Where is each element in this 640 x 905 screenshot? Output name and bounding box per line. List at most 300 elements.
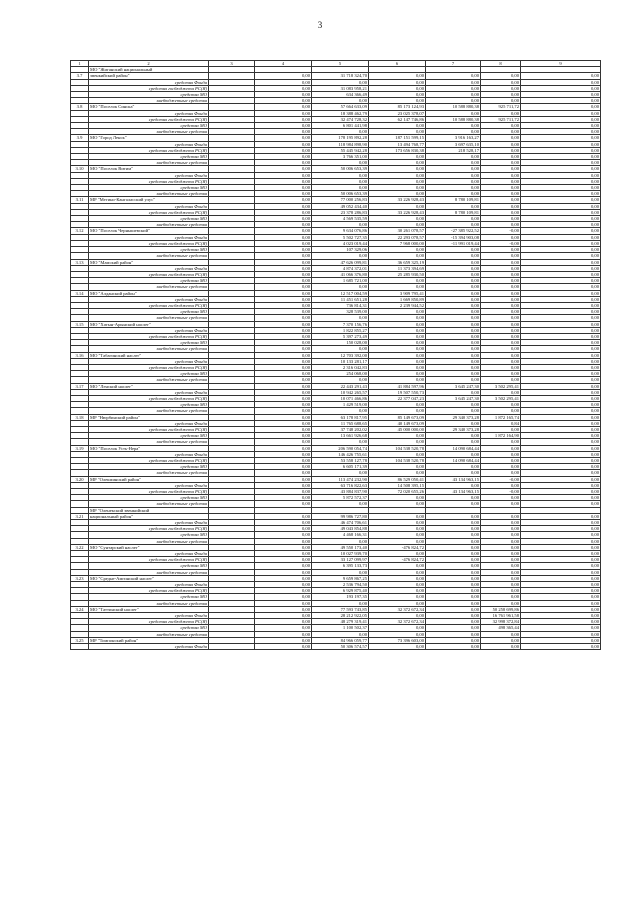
value-cell: 0,00 (426, 582, 481, 588)
value-cell: 36 659 325,19 (369, 259, 426, 265)
value-cell: 8 780 109,81 (426, 209, 481, 215)
value-cell: -0,00 (481, 240, 521, 246)
value-cell: 49 043 854,88 (312, 526, 369, 532)
value-cell: 0,00 (521, 85, 601, 91)
value-cell: 328 539,00 (312, 309, 369, 315)
value-cell: 0,00 (521, 92, 601, 98)
source-label: средства госбюджета РС(Я) (89, 458, 209, 464)
value-cell: 0,00 (521, 253, 601, 259)
source-label: внебюджетные средства (89, 315, 209, 321)
value-cell: 0,00 (426, 408, 481, 414)
value-cell: 0,00 (521, 482, 601, 488)
value-cell: 498 365,44 (481, 625, 521, 631)
value-cell: 0,00 (369, 464, 426, 470)
value-cell: 0,00 (255, 644, 312, 650)
value-cell: 0,00 (481, 352, 521, 358)
value-cell: 0,00 (255, 290, 312, 296)
source-label: внебюджетные средства (89, 284, 209, 290)
value-cell: 0,00 (312, 284, 369, 290)
source-label: средства госбюджета РС(Я) (89, 526, 209, 532)
value-cell: 0,00 (369, 346, 426, 352)
value-cell: 0,00 (369, 358, 426, 364)
value-cell: 0,00 (481, 526, 521, 532)
value-cell: 31 083 958,21 (312, 85, 369, 91)
value-cell: 0,00 (426, 178, 481, 184)
value-cell: 0,00 (521, 402, 601, 408)
value-cell: 0,00 (255, 234, 312, 240)
value-cell: 0,00 (481, 544, 521, 550)
item-number: 3.10 (71, 166, 89, 172)
value-cell: 10 071 466,86 (312, 395, 369, 401)
value-cell: 0,00 (255, 389, 312, 395)
item-number: 3.12 (71, 228, 89, 234)
value-cell: 32 998 372,84 (481, 619, 521, 625)
value-cell: 0,00 (312, 178, 369, 184)
value-cell: 0,00 (521, 389, 601, 395)
value-cell: 85 149 673,09 (369, 414, 426, 420)
value-cell: 0,00 (426, 98, 481, 104)
value-cell: 5 502 727,35 (312, 234, 369, 240)
value-cell: 49 550 173,40 (312, 544, 369, 550)
value-cell: 0,00 (426, 129, 481, 135)
value-cell: 1 685 721,00 (312, 278, 369, 284)
value-cell: 173 656 830,38 (369, 147, 426, 153)
municipality-name: МО "Поселок Витим" (89, 166, 209, 172)
value-cell: 206 590 054,74 (312, 445, 369, 451)
value-cell: 6 801 441,98 (312, 123, 369, 129)
municipality-name: МР "Нюрбинский район" (89, 414, 209, 420)
value-cell: 0,00 (369, 253, 426, 259)
item-number: 3.19 (71, 445, 89, 451)
value-cell: 0,00 (521, 445, 601, 451)
value-cell: 0,00 (426, 166, 481, 172)
value-cell: 218 528,17 (426, 147, 481, 153)
value-cell: 0,00 (521, 222, 601, 228)
source-label: внебюджетные средства (89, 191, 209, 197)
value-cell: 0,00 (369, 247, 426, 253)
value-cell: 0,00 (255, 557, 312, 563)
value-cell: 0,00 (312, 172, 369, 178)
value-cell: 0,00 (521, 259, 601, 265)
value-cell: 10 588 880,38 (426, 104, 481, 110)
value-cell: 14 508 395,15 (369, 482, 426, 488)
value-cell: 0,00 (426, 377, 481, 383)
source-label: средства госбюджета РС(Я) (89, 240, 209, 246)
value-cell: 0,00 (255, 278, 312, 284)
value-cell: 41 066 376,80 (312, 271, 369, 277)
value-cell: 0,00 (521, 302, 601, 308)
value-cell: 57 664 633,09 (312, 104, 369, 110)
value-cell: 0,00 (481, 73, 521, 79)
value-cell: -476 824,72 (369, 557, 426, 563)
value-cell: 41 884 597,96 (369, 383, 426, 389)
value-cell: 0,00 (255, 216, 312, 222)
value-cell: 0,00 (481, 290, 521, 296)
value-cell: 0,00 (426, 544, 481, 550)
value-cell: 5 397 273,49 (312, 333, 369, 339)
value-cell: 925 711,72 (481, 116, 521, 122)
value-cell: 0,00 (521, 135, 601, 141)
value-cell: 0,00 (255, 160, 312, 166)
value-cell: 0,00 (481, 172, 521, 178)
value-cell: 0,00 (521, 383, 601, 389)
value-cell: 0,00 (481, 538, 521, 544)
value-cell: 0,00 (521, 470, 601, 476)
municipality-name: МР "Оленекский эвенкийский (89, 507, 209, 513)
value-cell: 0,00 (521, 495, 601, 501)
source-label: внебюджетные средства (89, 377, 209, 383)
value-cell: 0,00 (481, 110, 521, 116)
value-cell: 0,00 (426, 569, 481, 575)
value-cell: 1 822 855,27 (312, 327, 369, 333)
page-number: 3 (317, 20, 323, 30)
value-cell: 0,00 (369, 123, 426, 129)
value-cell: 0,00 (481, 377, 521, 383)
municipality-name: МО "Поселок Усть-Нера" (89, 445, 209, 451)
value-cell: 40 149 673,09 (369, 420, 426, 426)
source-label: средства госбюджета РС(Я) (89, 395, 209, 401)
value-cell: 0,00 (255, 594, 312, 600)
value-cell: 0,00 (481, 147, 521, 153)
value-cell: 0,00 (521, 160, 601, 166)
value-cell: 0,00 (481, 271, 521, 277)
value-cell: 0,00 (481, 582, 521, 588)
value-cell: 0,00 (481, 253, 521, 259)
value-cell: 0,00 (255, 414, 312, 420)
value-cell: -476 824,72 (369, 544, 426, 550)
value-cell: 47 626 099,81 (312, 259, 369, 265)
value-cell: 1 872 165,74 (481, 414, 521, 420)
source-label: внебюджетные средства (89, 98, 209, 104)
value-cell: 0,00 (521, 209, 601, 215)
value-cell: 0,00 (369, 569, 426, 575)
value-cell: 3 909 795,41 (369, 290, 426, 296)
value-cell: 0,00 (481, 85, 521, 91)
value-cell: 0,00 (369, 513, 426, 519)
value-cell: 0,00 (255, 284, 312, 290)
value-cell: 146 426 755,61 (312, 451, 369, 457)
value-cell: 0,00 (255, 364, 312, 370)
value-cell: 0,00 (255, 110, 312, 116)
source-label: средства госбюджета РС(Я) (89, 588, 209, 594)
value-cell: 0,00 (521, 395, 601, 401)
municipality-name: МО "Город Ленск" (89, 135, 209, 141)
value-cell: 33 226 928,43 (369, 197, 426, 203)
value-cell: 0,00 (426, 594, 481, 600)
value-cell: 22 443 291,43 (312, 383, 369, 389)
value-cell: 25 285 930,50 (369, 271, 426, 277)
value-cell: 0,00 (369, 625, 426, 631)
value-cell: 12 517 004,59 (312, 290, 369, 296)
municipality-name: МО "Поселок Синска" (89, 104, 209, 110)
value-cell: 0,00 (255, 197, 312, 203)
value-cell: 0,00 (312, 538, 369, 544)
value-cell: 0,00 (521, 414, 601, 420)
value-cell: 0,00 (312, 346, 369, 352)
value-cell: 0,00 (255, 302, 312, 308)
value-cell: 0,84 (481, 420, 521, 426)
value-cell: 0,00 (481, 222, 521, 228)
value-cell: 0,00 (369, 203, 426, 209)
value-cell: 0,00 (369, 340, 426, 346)
value-cell: 0,00 (255, 116, 312, 122)
source-label: средства МО (89, 563, 209, 569)
value-cell: 11 765 688,65 (312, 420, 369, 426)
source-label: средства МО (89, 216, 209, 222)
source-label: средства госбюджета РС(Я) (89, 557, 209, 563)
value-cell: 0,00 (426, 253, 481, 259)
value-cell: 0,00 (369, 166, 426, 172)
value-cell: 3 766 351,00 (312, 154, 369, 160)
value-cell: 0,00 (521, 290, 601, 296)
value-cell: 0,00 (369, 402, 426, 408)
value-cell: 0,00 (521, 538, 601, 544)
source-label: средства госбюджета РС(Я) (89, 116, 209, 122)
value-cell: 0,00 (426, 619, 481, 625)
municipality-name: МО "Алданский район" (89, 290, 209, 296)
value-cell: 0,00 (369, 85, 426, 91)
value-cell: 0,00 (521, 247, 601, 253)
value-cell: 29 340 373,28 (426, 426, 481, 432)
value-cell: 0,00 (426, 259, 481, 265)
source-label: средства МО (89, 402, 209, 408)
municipality-name: национальный район" (89, 513, 209, 519)
source-label: средства госбюджета РС(Я) (89, 489, 209, 495)
value-cell: 0,00 (481, 135, 521, 141)
value-cell: 0,00 (255, 600, 312, 606)
value-cell: 19 507 550,73 (369, 389, 426, 395)
value-cell: 0,00 (481, 185, 521, 191)
value-cell: 0,00 (481, 588, 521, 594)
value-cell: 0,00 (312, 501, 369, 507)
value-cell: 31 718 324,70 (312, 73, 369, 79)
municipality-name: МО "Табагинский наслег" (89, 352, 209, 358)
source-label: внебюджетные средства (89, 253, 209, 259)
value-cell: 2 316 042,83 (312, 364, 369, 370)
source-label: средства Фонда (89, 172, 209, 178)
value-cell: 0,00 (255, 513, 312, 519)
source-label: внебюджетные средства (89, 408, 209, 414)
value-cell: 0,00 (521, 613, 601, 619)
value-cell: 46 474 706,61 (312, 520, 369, 526)
value-cell: 0,00 (521, 408, 601, 414)
value-cell: 0,00 (255, 333, 312, 339)
value-cell: 0,00 (312, 439, 369, 445)
value-cell: 1 429 519,00 (312, 402, 369, 408)
municipality-name: эвенкийский район" (89, 73, 209, 79)
value-cell: 0,00 (255, 489, 312, 495)
value-cell: 0,00 (369, 551, 426, 557)
source-label: внебюджетные средства (89, 222, 209, 228)
value-cell: 0,00 (255, 178, 312, 184)
header-cell: 2 (89, 61, 209, 67)
value-cell: 0,00 (481, 557, 521, 563)
value-cell: 0,00 (369, 160, 426, 166)
value-cell: 0,00 (255, 104, 312, 110)
value-cell: 0,00 (255, 141, 312, 147)
value-cell: 0,00 (369, 433, 426, 439)
value-cell: 0,00 (255, 538, 312, 544)
value-cell: 0,00 (369, 172, 426, 178)
value-cell: 0,00 (369, 79, 426, 85)
value-cell: 0,00 (521, 284, 601, 290)
value-cell: 0,00 (255, 482, 312, 488)
source-label: средства МО (89, 154, 209, 160)
value-cell: 99 986 727,80 (312, 513, 369, 519)
value-cell: 0,00 (255, 439, 312, 445)
value-cell: 0,00 (481, 191, 521, 197)
value-cell: 0,00 (426, 613, 481, 619)
value-cell: 0,00 (255, 147, 312, 153)
value-cell: 43 884 837,90 (312, 489, 369, 495)
value-cell: 0,00 (369, 352, 426, 358)
value-cell: 0,00 (255, 203, 312, 209)
value-cell: 0,00 (255, 358, 312, 364)
value-cell: 0,00 (255, 135, 312, 141)
value-cell: 0,00 (369, 631, 426, 637)
value-cell: 0,00 (369, 451, 426, 457)
value-cell: 22 293 078,57 (369, 234, 426, 240)
value-cell: 0,00 (255, 470, 312, 476)
value-cell: 0,00 (255, 123, 312, 129)
value-cell: 0,00 (481, 445, 521, 451)
value-cell: 86 529 050,41 (369, 476, 426, 482)
value-cell: 0,00 (481, 259, 521, 265)
value-cell: 0,00 (521, 216, 601, 222)
value-cell: 104 538 520,78 (369, 445, 426, 451)
value-cell: 0,00 (369, 222, 426, 228)
value-cell: 32 372 672,34 (369, 606, 426, 612)
value-cell: 0,00 (426, 563, 481, 569)
municipality-name: МО "Ленский наслег" (89, 383, 209, 389)
value-cell: 0,00 (255, 79, 312, 85)
value-cell: 0,00 (255, 526, 312, 532)
source-label: средства МО (89, 495, 209, 501)
value-cell: 84 966 059,77 (312, 637, 369, 643)
value-cell: 0,00 (521, 526, 601, 532)
value-cell: 0,00 (255, 569, 312, 575)
source-label: средства МО (89, 625, 209, 631)
value-cell: 0,00 (481, 575, 521, 581)
municipality-name: МР "Олекминский район" (89, 476, 209, 482)
value-cell: 18 388 462,79 (312, 110, 369, 116)
value-cell: 0,00 (255, 166, 312, 172)
value-cell: 0,00 (255, 352, 312, 358)
value-cell: 0,00 (426, 309, 481, 315)
source-label: средства МО (89, 309, 209, 315)
value-cell: 30 261 078,57 (369, 228, 426, 234)
value-cell: 0,00 (255, 98, 312, 104)
value-cell: 0,00 (255, 228, 312, 234)
value-cell: 73 396 603,00 (369, 637, 426, 643)
value-cell: 0,00 (255, 271, 312, 277)
value-cell: 0,00 (255, 327, 312, 333)
value-cell: 0,00 (481, 296, 521, 302)
value-cell: 0,00 (369, 532, 426, 538)
value-cell: 0,00 (521, 551, 601, 557)
value-cell: 0,00 (481, 631, 521, 637)
value-cell: 0,00 (481, 426, 521, 432)
value-cell: 0,00 (521, 439, 601, 445)
value-cell: 0,00 (521, 346, 601, 352)
value-cell: 0,00 (521, 166, 601, 172)
value-cell: 0,00 (481, 79, 521, 85)
value-cell: 150 028,00 (312, 340, 369, 346)
value-cell: 0,00 (481, 464, 521, 470)
value-cell: 13 661 926,68 (312, 433, 369, 439)
value-cell: 0,00 (426, 358, 481, 364)
source-label: средства госбюджета РС(Я) (89, 209, 209, 215)
value-cell: 0,00 (255, 377, 312, 383)
value-cell: 0,00 (521, 315, 601, 321)
source-label: внебюджетные средства (89, 501, 209, 507)
financing-table (70, 60, 601, 650)
value-cell: 0,00 (255, 129, 312, 135)
value-cell: 193 197,35 (312, 594, 369, 600)
value-cell: 0,00 (312, 160, 369, 166)
value-cell: 0,00 (255, 259, 312, 265)
value-cell: 0,00 (369, 588, 426, 594)
value-cell: 0,00 (255, 209, 312, 215)
value-cell: 0,00 (426, 575, 481, 581)
value-cell: 0,00 (426, 79, 481, 85)
value-cell: 0,00 (426, 600, 481, 606)
source-label: средства госбюджета РС(Я) (89, 85, 209, 91)
source-label: средства Фонда (89, 551, 209, 557)
item-number: 3.14 (71, 290, 89, 296)
value-cell: 9 634 076,86 (312, 228, 369, 234)
value-cell: 0,00 (481, 178, 521, 184)
value-cell: 0,00 (369, 600, 426, 606)
value-cell: 10 027 939,70 (312, 551, 369, 557)
source-label: средства Фонда (89, 327, 209, 333)
value-cell: 0,00 (312, 185, 369, 191)
value-cell: 0,00 (521, 464, 601, 470)
value-cell: 0,00 (426, 327, 481, 333)
value-cell: 49 052 434,40 (312, 203, 369, 209)
source-label: средства МО (89, 247, 209, 253)
value-cell: 0,00 (481, 600, 521, 606)
value-cell: 23 378 286,83 (312, 209, 369, 215)
item-number: 3.13 (71, 259, 89, 265)
value-cell: 0,00 (369, 501, 426, 507)
value-cell: 254 068,00 (312, 371, 369, 377)
source-label: внебюджетные средства (89, 631, 209, 637)
value-cell: 1 100 502,37 (312, 625, 369, 631)
value-cell: 0,00 (255, 420, 312, 426)
source-label: средства Фонда (89, 296, 209, 302)
source-label: средства госбюджета РС(Я) (89, 619, 209, 625)
value-cell: 0,00 (426, 631, 481, 637)
value-cell: 0,00 (521, 532, 601, 538)
value-cell: 0,00 (312, 377, 369, 383)
source-label: средства госбюджета РС(Я) (89, 333, 209, 339)
value-cell: 634 366,49 (312, 92, 369, 98)
value-cell: 925 711,72 (481, 104, 521, 110)
value-cell: 0,00 (426, 464, 481, 470)
value-cell: 0,00 (521, 129, 601, 135)
value-cell: 0,00 (521, 600, 601, 606)
value-cell: 8 780 109,81 (426, 197, 481, 203)
value-cell: 0,00 (255, 185, 312, 191)
header-cell: 4 (255, 61, 312, 67)
source-label: средства госбюджета РС(Я) (89, 364, 209, 370)
value-cell: 0,00 (369, 582, 426, 588)
value-cell: 0,00 (481, 532, 521, 538)
value-cell: 0,00 (521, 420, 601, 426)
source-label: средства МО (89, 532, 209, 538)
value-cell: 4 874 372,01 (312, 265, 369, 271)
